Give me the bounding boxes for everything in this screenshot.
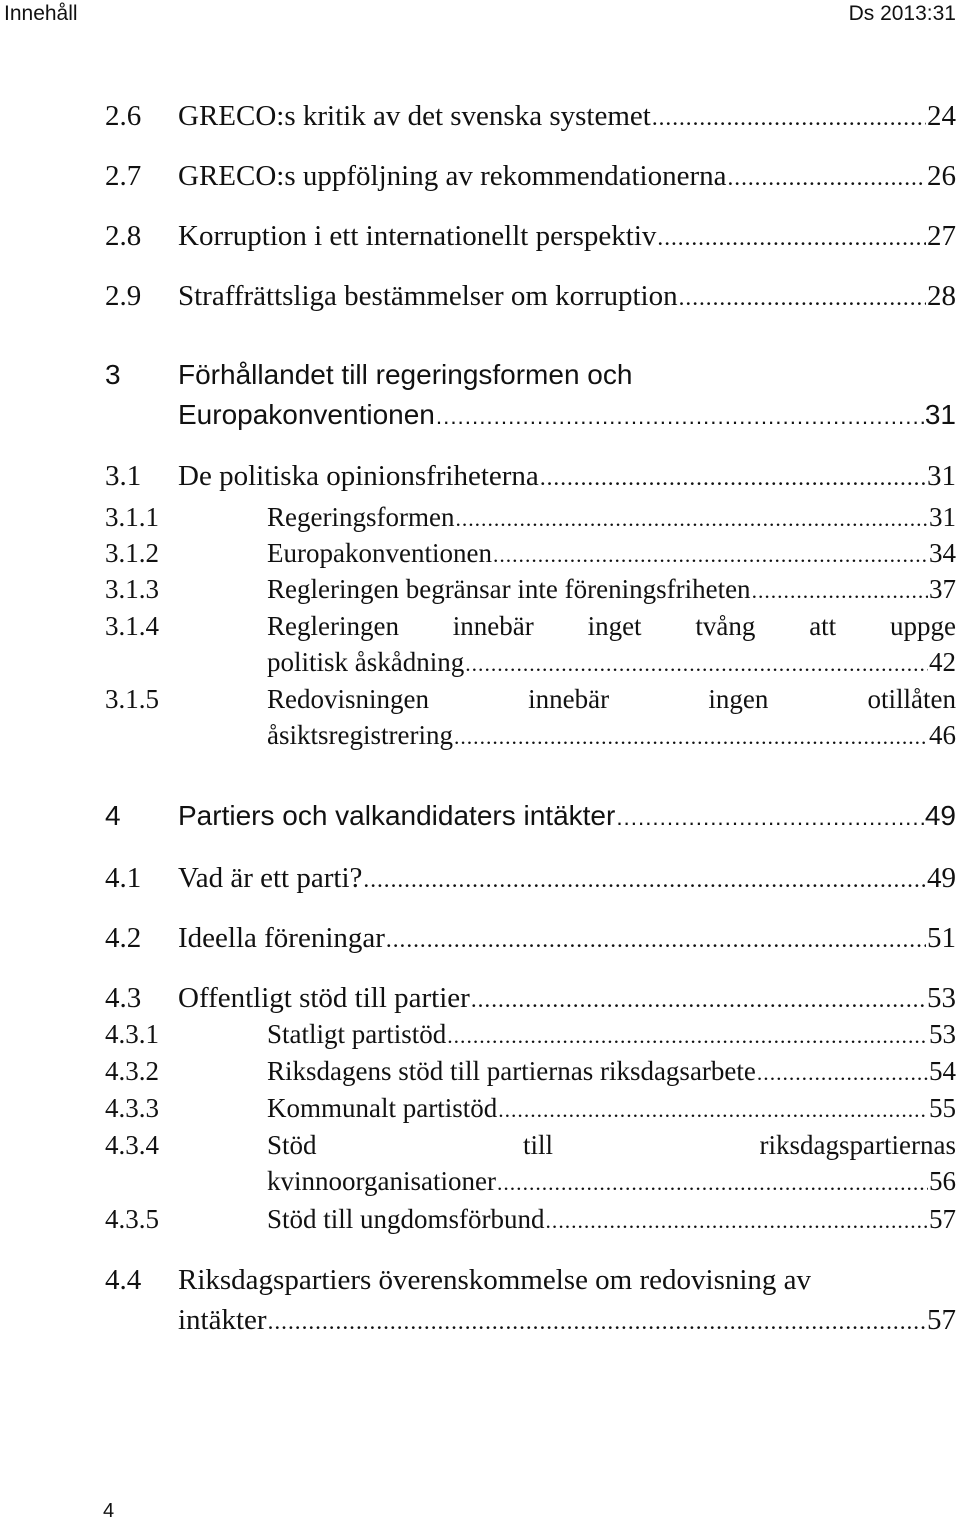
toc-page-number: 53	[929, 1019, 956, 1049]
dot-leader	[657, 220, 926, 256]
toc-page-number: 28	[927, 280, 956, 312]
toc-page-number: 57	[927, 1304, 956, 1336]
dot-leader	[268, 1304, 926, 1340]
dot-leader	[652, 100, 926, 136]
toc-title: Statligt partistöd	[267, 1019, 447, 1049]
toc-number: 3.1.2	[105, 538, 159, 568]
toc-page-number: 53	[927, 982, 956, 1014]
toc-entry-4-4[interactable]	[105, 1262, 956, 1338]
toc-number: 4.3.2	[105, 1056, 159, 1086]
dot-leader	[752, 573, 928, 609]
toc-title-continued: politisk åskådning	[267, 647, 465, 677]
dot-leader	[498, 1092, 928, 1128]
toc-entry-4-3-1[interactable]	[105, 1016, 956, 1052]
toc-number: 4.3.3	[105, 1093, 159, 1123]
toc-page-number: 26	[927, 160, 956, 192]
toc-title: Riksdagspartiers överenskommelse om redovisning av	[178, 1264, 812, 1296]
toc-title: Kommunalt partistöd	[267, 1093, 498, 1123]
dot-leader	[493, 537, 928, 573]
toc-page-number: 42	[929, 647, 956, 677]
toc-entry-3-1-2[interactable]	[105, 535, 956, 571]
toc-title: GRECO:s kritik av det svenska systemet	[178, 100, 651, 132]
toc-title: GRECO:s uppföljning av rekommendationerna	[178, 160, 727, 192]
toc-page-number: 51	[927, 922, 956, 954]
dot-leader	[679, 280, 926, 316]
toc-entry-4-3-3[interactable]	[105, 1090, 956, 1126]
toc-page-number: 31	[929, 502, 956, 532]
toc-page-number: 24	[927, 100, 956, 132]
toc-number: 2.7	[105, 160, 142, 192]
toc-entry-2-9[interactable]	[105, 278, 956, 314]
dot-leader	[386, 922, 926, 958]
dot-leader	[497, 1165, 928, 1201]
toc-number: 2.8	[105, 220, 142, 252]
toc-title: Förhållandet till regeringsformen och	[178, 359, 633, 390]
toc-entry-chapter-3[interactable]	[105, 357, 956, 433]
toc-title: De politiska opinionsfriheterna	[178, 460, 539, 492]
dot-leader	[616, 800, 924, 836]
toc-entry-4-3[interactable]	[105, 980, 956, 1016]
toc-page-number: 46	[929, 720, 956, 750]
toc-entry-4-2[interactable]	[105, 920, 956, 956]
toc-number: 2.6	[105, 100, 142, 132]
toc-page-number: 49	[924, 800, 956, 831]
toc-page-number: 27	[927, 220, 956, 252]
toc-title: Stöd till riksdagspartiernas	[267, 1130, 956, 1160]
toc-title-continued: åsiktsregistrering	[267, 720, 453, 750]
dot-leader	[455, 501, 928, 537]
toc-page-number: 31	[924, 399, 956, 430]
dot-leader	[447, 1018, 928, 1054]
toc-number: 3.1	[105, 460, 142, 492]
dot-leader	[465, 646, 928, 682]
toc-title: Regleringen innebär inget tvång att uppge	[267, 611, 956, 641]
toc-entry-3-1-4[interactable]	[105, 608, 956, 680]
toc-entry-4-3-2[interactable]	[105, 1053, 956, 1089]
toc-number: 4.1	[105, 862, 142, 894]
toc-number: 4.3.4	[105, 1130, 159, 1160]
toc-entry-3-1-5[interactable]	[105, 681, 956, 753]
toc-title: Straffrättsliga bestämmelser om korruption	[178, 280, 678, 312]
toc-page-number: 57	[929, 1204, 956, 1234]
toc-entry-4-3-4[interactable]	[105, 1127, 956, 1199]
toc-title: Riksdagens stöd till partiernas riksdagsarbete	[267, 1056, 756, 1086]
toc-title: Regeringsformen	[267, 502, 455, 532]
toc-number: 4.3.5	[105, 1204, 159, 1234]
running-header-document-id: Ds 2013:31	[848, 2, 956, 25]
dot-leader	[546, 1203, 928, 1239]
toc-number: 4	[105, 800, 121, 831]
page-number-footer: 4	[103, 1500, 115, 1522]
toc-title: Europakonventionen	[267, 538, 492, 568]
toc-number: 4.3.1	[105, 1019, 159, 1049]
toc-page-number: 56	[929, 1166, 956, 1196]
toc-title-continued: kvinnoorganisationer	[267, 1166, 496, 1196]
toc-number: 3.1.3	[105, 574, 159, 604]
dot-leader	[540, 460, 926, 496]
toc-entry-4-1[interactable]	[105, 860, 956, 896]
toc-entry-4-3-5[interactable]	[105, 1201, 956, 1237]
toc-page-number: 37	[929, 574, 956, 604]
dot-leader	[363, 862, 926, 898]
toc-title: Stöd till ungdomsförbund	[267, 1204, 545, 1234]
toc-title: Vad är ett parti?	[178, 862, 363, 894]
toc-entry-3-1-3[interactable]	[105, 571, 956, 607]
toc-page-number: 55	[929, 1093, 956, 1123]
toc-entry-2-6[interactable]	[105, 98, 956, 134]
toc-number: 3.1.4	[105, 611, 159, 641]
toc-page-number: 31	[927, 460, 956, 492]
toc-title-continued: intäkter	[178, 1304, 267, 1336]
toc-page-number: 49	[927, 862, 956, 894]
toc-number: 4.3	[105, 982, 142, 1014]
toc-title-continued: Europakonventionen	[178, 399, 435, 430]
dot-leader	[727, 160, 926, 196]
toc-title: Redovisningen innebär ingen otillåten	[267, 684, 956, 714]
toc-page-number: 34	[929, 538, 956, 568]
dot-leader	[471, 982, 926, 1018]
dot-leader	[757, 1055, 928, 1091]
toc-title: Korruption i ett internationellt perspektiv	[178, 220, 657, 252]
toc-number: 4.2	[105, 922, 142, 954]
toc-title: Ideella föreningar	[178, 922, 385, 954]
toc-number: 3.1.1	[105, 502, 159, 532]
toc-entry-3-1-1[interactable]	[105, 499, 956, 535]
toc-title: Regleringen begränsar inte föreningsfriheten	[267, 574, 751, 604]
toc-entry-2-7[interactable]	[105, 158, 956, 194]
dot-leader	[436, 399, 924, 435]
toc-number: 4.4	[105, 1264, 142, 1296]
dot-leader	[454, 719, 928, 755]
running-header-section: Innehåll	[4, 2, 78, 25]
toc-title: Partiers och valkandidaters intäkter	[178, 800, 616, 831]
toc-entry-chapter-4[interactable]	[105, 798, 956, 834]
toc-number: 3	[105, 359, 121, 390]
toc-page-number: 54	[929, 1056, 956, 1086]
toc-number: 3.1.5	[105, 684, 159, 714]
toc-entry-2-8[interactable]	[105, 218, 956, 254]
toc-title: Offentligt stöd till partier	[178, 982, 470, 1014]
toc-number: 2.9	[105, 280, 142, 312]
toc-entry-3-1[interactable]	[105, 458, 956, 494]
